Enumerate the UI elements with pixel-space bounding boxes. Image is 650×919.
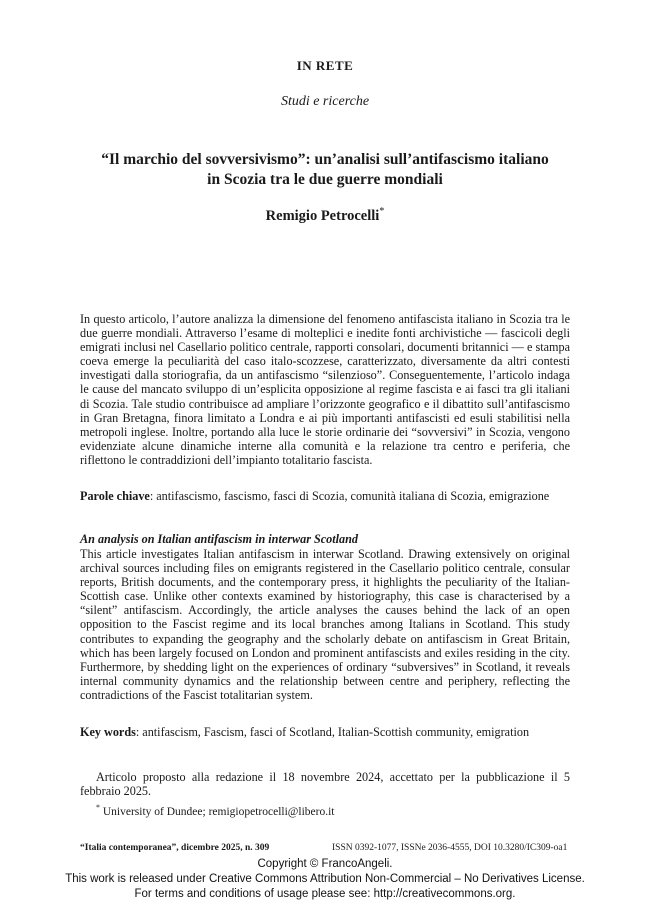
rubric-header: IN RETE — [296, 58, 354, 73]
copyright-line: Copyright © FrancoAngeli. — [257, 858, 393, 870]
author-text: Remigio Petrocelli — [265, 207, 380, 224]
keywords-list-english: : antifascism, Fascism, fasci of Scotland, Italian-Scottish community, emigration — [135, 725, 530, 739]
article-title — [80, 150, 570, 190]
keywords-label-italian: Parole chiave — [80, 489, 150, 503]
keywords-italian — [80, 489, 570, 503]
english-abstract-title: An analysis on Italian antifascism in interwar Scotland — [80, 532, 359, 546]
issn-doi: ISSN 0392-1077, ISSNe 2036-4555, DOI 10.3280/IC309-oa1 — [332, 843, 568, 853]
journal-citation: “Italia contemporanea”, dicembre 2025, n. 309 — [80, 843, 270, 853]
author-name — [0, 206, 650, 225]
title-line-1: “Il marchio del sovversivismo”: un’analisi sull’antifascismo italiano — [101, 151, 549, 168]
abstract-english: This article investigates Italian antifascism in interwar Scotland. Drawing extensively on original archival sources including files on emigrants registered in the Casellario politico centrale, consular reports, British documents, and the contemporary press, it highlights the peculiarity of the Italian-Scottish case. Unlike other contexts examined by historiography, this case is characterised by a “silent” antifascism. Accordingly, the article analyses the causes behind the lack of an open opposition to the Fascist regime and its local branches among Italians in Scotland. This study contributes to expanding the geography and the scholarly debate on antifascism in Great Britain, which has been largely focused on London and prominent antifascists and exiles residing in the city. Furthermore, by shedding light on the experiences of ordinary “subversives” in Scotland, it reveals internal community dynamics and the relationship between centre and periphery, reflecting the contradictions of the Fascist totalitarian system. — [80, 547, 570, 702]
section-heading: Studi e ricerche — [280, 94, 370, 109]
affiliation-mark: * — [96, 803, 100, 812]
abstract-italian: In questo articolo, l’autore analizza la dimensione del fenomeno antifascista italiano in Scozia tra le due guerre mondiali. Attraverso l’esame di molteplici e inedite fonti archivistiche — fascicoli degli emigrati inclusi nel Casellario politico centrale, rapporti consolari, documenti britannici — e stampa coeva emerge la peculiarità del caso italo-scozzese, caratterizzato, diversamente da altri contesti investigati dalla storiografia, da un antifascismo “silenzioso”. Conseguentemente, l’articolo indaga le cause del mancato sviluppo di un’esplicita opposizione al regime fascista e ai fasci tra gli italiani di Scozia. Tale studio contribuisce ad ampliare l’orizzonte geografico e il dibattito sull’antifascismo in Gran Bretagna, finora limitato a Londra e ai più importanti antifascisti ed esuli stabilitisi nella metropoli inglese. Inoltre, portando alla luce le storie ordinarie dei “sovversivi” in Scozia, vengono evidenziate alcune dinamiche interne alla comunità e la relazione tra centro e periferia, che riflettono le contraddizioni dell’impianto totalitario fascista. — [80, 312, 570, 467]
author-affiliation — [96, 803, 334, 818]
submission-history: Articolo proposto alla redazione il 18 novembre 2024, accettato per la pubblicazione il 5 febbraio 2025. — [80, 770, 570, 799]
keywords-label-english: Key words — [80, 725, 136, 739]
affiliation-text: University of Dundee; remigiopetrocelli@libero.it — [100, 805, 335, 818]
keywords-list-italian: : antifascismo, fascismo, fasci di Scozia, comunità italiana di Scozia, emigrazione — [149, 489, 550, 503]
license-line: This work is released under Creative Commons Attribution Non-Commercial – No Derivatives License. — [65, 873, 585, 885]
title-line-2: in Scozia tra le due guerre mondiali — [207, 171, 443, 188]
terms-line: For terms and conditions of usage please see: http://creativecommons.org. — [134, 888, 516, 900]
author-footnote-mark: * — [379, 206, 385, 217]
keywords-english — [80, 725, 570, 739]
